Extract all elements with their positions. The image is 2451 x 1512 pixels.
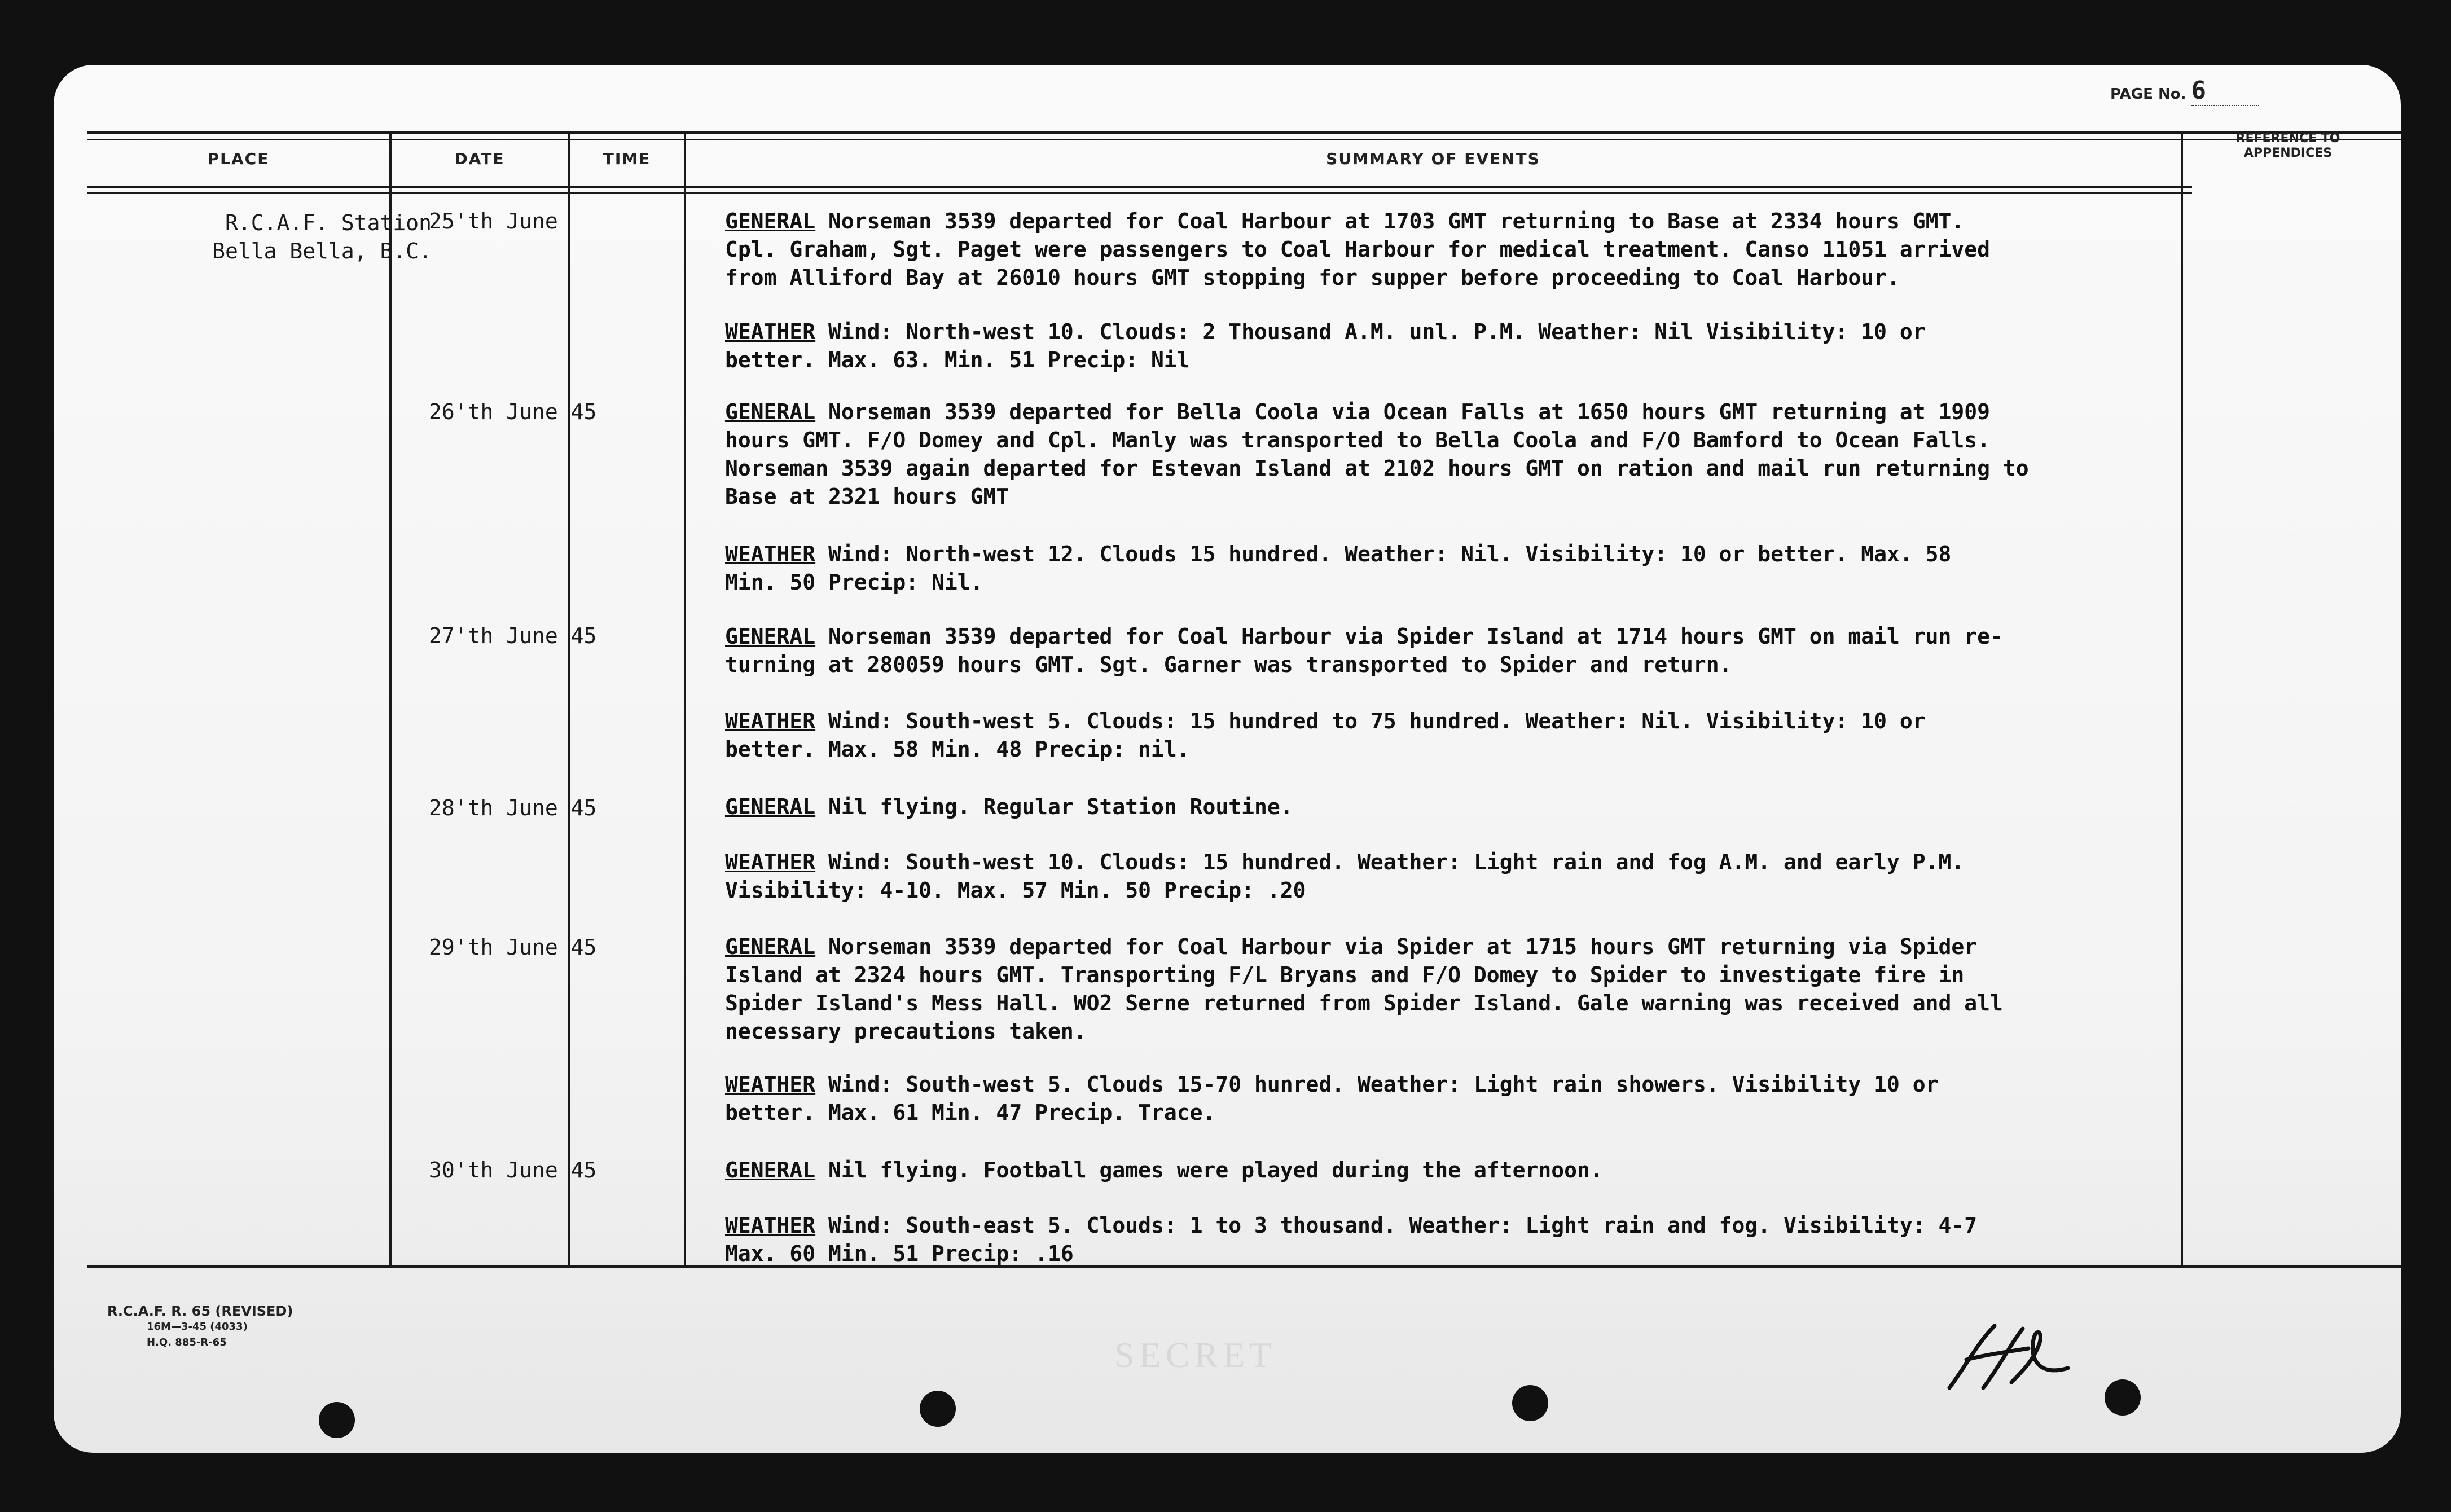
column-divider bbox=[389, 133, 392, 1267]
entry-text: Norseman 3539 departed for Coal Harbour at 1703 GMT returning to Base at 2334 hours GMT. Cpl. Graham, Sgt. Paget were passengers to Coal Harbour for medical treatment. Canso 11051 arrived from Alliford Bay at 26010 hours GMT stopping for supper before proceeding to Coal Harbour. bbox=[725, 209, 1991, 290]
page-number-label: PAGE No. bbox=[2110, 86, 2186, 103]
binder-hole bbox=[319, 1402, 355, 1438]
entry-category: GENERAL bbox=[725, 209, 816, 234]
entry-text: Wind: South-west 5. Clouds 15-70 hunred. Weather: Light rain showers. Visibility 10 or better. Max. 61 Min. 47 Precip. Trace. bbox=[725, 1072, 1939, 1125]
entry-category: GENERAL bbox=[725, 934, 816, 959]
entry-category: WEATHER bbox=[725, 709, 816, 733]
faded-stamp: SECRET bbox=[1114, 1335, 1276, 1375]
entry-category: GENERAL bbox=[725, 794, 816, 819]
signature-initials bbox=[1944, 1320, 2074, 1394]
entry-text: Wind: South-west 10. Clouds: 15 hundred. Weather: Light rain and fog A.M. and early P.M. Visibility: 4-10. Max. 57 Min. 50 Precip: .20 bbox=[725, 850, 1965, 903]
header-reference: REFERENCE TO APPENDICES bbox=[2235, 131, 2340, 160]
entry-category: WEATHER bbox=[725, 542, 816, 566]
header-time: TIME bbox=[603, 150, 651, 168]
entry-text: Wind: South-west 5. Clouds: 15 hundred to 75 hundred. Weather: Nil. Visibility: 10 or better. Max. 58 Min. 48 Precip: nil. bbox=[725, 709, 1926, 762]
form-hq-code: H.Q. 885-R-65 bbox=[147, 1337, 227, 1348]
entry-category: GENERAL bbox=[725, 1158, 816, 1183]
top-rule bbox=[87, 131, 2401, 134]
entry-weather bbox=[725, 1070, 2186, 1127]
column-divider bbox=[568, 133, 570, 1267]
entry-text: Wind: North-west 12. Clouds 15 hundred. Weather: Nil. Visibility: 10 or better. Max. 58 Min. 50 Precip: Nil. bbox=[725, 542, 1952, 595]
entry-date: 28'th June 45 bbox=[429, 795, 597, 820]
entry-date: 29'th June 45 bbox=[429, 935, 597, 960]
entry-weather bbox=[725, 707, 2186, 763]
page-number-value: 6 bbox=[2191, 76, 2259, 106]
entry-category: WEATHER bbox=[725, 1213, 816, 1238]
entry-date: 30'th June 45 bbox=[429, 1158, 597, 1183]
header-date: DATE bbox=[454, 150, 505, 168]
entry-weather bbox=[725, 1211, 2186, 1268]
entry-category: WEATHER bbox=[725, 850, 816, 874]
entry-general bbox=[725, 398, 2186, 511]
entry-date: 27'th June 45 bbox=[429, 623, 597, 648]
column-divider bbox=[684, 133, 686, 1267]
entry-text: Norseman 3539 departed for Coal Harbour via Spider Island at 1714 hours GMT on mail run re- turning at 280059 hours GMT. Sgt. Garner was transported to Spider and return. bbox=[725, 624, 2003, 677]
entry-text: Wind: South-east 5. Clouds: 1 to 3 thousand. Weather: Light rain and fog. Visibility: 4-7 Max. 60 Min. 51 Precip: .16 bbox=[725, 1213, 1978, 1266]
entry-text: Nil flying. Regular Station Routine. bbox=[828, 794, 1293, 819]
header-summary: SUMMARY OF EVENTS bbox=[1326, 150, 1540, 168]
entry-general bbox=[725, 207, 2186, 292]
entry-category: WEATHER bbox=[725, 319, 816, 344]
entry-weather bbox=[725, 848, 2186, 904]
entry-category: WEATHER bbox=[725, 1072, 816, 1097]
entry-category: GENERAL bbox=[725, 624, 816, 649]
entry-weather bbox=[725, 540, 2186, 596]
entry-text: Wind: North-west 10. Clouds: 2 Thousand A.M. unl. P.M. Weather: Nil Visibility: 10 or better. Max. 63. Min. 51 Precip: Nil bbox=[725, 319, 1926, 372]
diary-page bbox=[54, 65, 2401, 1453]
entry-weather bbox=[725, 318, 2186, 374]
header-rule bbox=[87, 186, 2192, 188]
header-rule-thin bbox=[87, 192, 2192, 194]
place-text: R.C.A.F. Station Bella Bella, B.C. bbox=[212, 210, 432, 263]
entry-text: Norseman 3539 departed for Bella Coola via Ocean Falls at 1650 hours GMT returning at 1909 hours GMT. F/O Domey and Cpl. Manly was transported to Bella Coola and F/O Bamford to Ocean Falls. Norseman 3539 again departed for Estevan Island at 2102 hours GMT on ration and mail run returning to Base at 2321 hours GMT bbox=[725, 399, 2029, 509]
form-print-code: 16M—3-45 (4033) bbox=[147, 1321, 248, 1333]
entry-general bbox=[725, 622, 2186, 679]
entry-category: GENERAL bbox=[725, 399, 816, 424]
binder-hole bbox=[920, 1391, 956, 1427]
form-number bbox=[107, 1303, 293, 1351]
binder-hole bbox=[2105, 1379, 2141, 1416]
entry-general bbox=[725, 933, 2186, 1045]
entry-general bbox=[725, 1156, 2186, 1184]
header-place: PLACE bbox=[207, 150, 270, 168]
entry-general bbox=[725, 793, 2186, 821]
entry-text: Norseman 3539 departed for Coal Harbour via Spider at 1715 hours GMT returning via Spider Island at 2324 hours GMT. Transporting F/L Bryans and F/O Domey to Spider to investigate fire in Spider Island's Mess Hall. WO2 Serne returned from Spider Island. Gale warning was received and all necessary precautions taken. bbox=[725, 934, 2003, 1044]
binder-hole bbox=[1512, 1385, 1548, 1421]
top-rule-thin bbox=[87, 139, 2401, 140]
form-id: R.C.A.F. R. 65 (REVISED) bbox=[107, 1303, 293, 1319]
entry-text: Nil flying. Football games were played during the afternoon. bbox=[828, 1158, 1603, 1183]
entry-date: 25'th June bbox=[429, 209, 558, 234]
entry-date: 26'th June 45 bbox=[429, 399, 597, 424]
page-number bbox=[2110, 76, 2259, 106]
